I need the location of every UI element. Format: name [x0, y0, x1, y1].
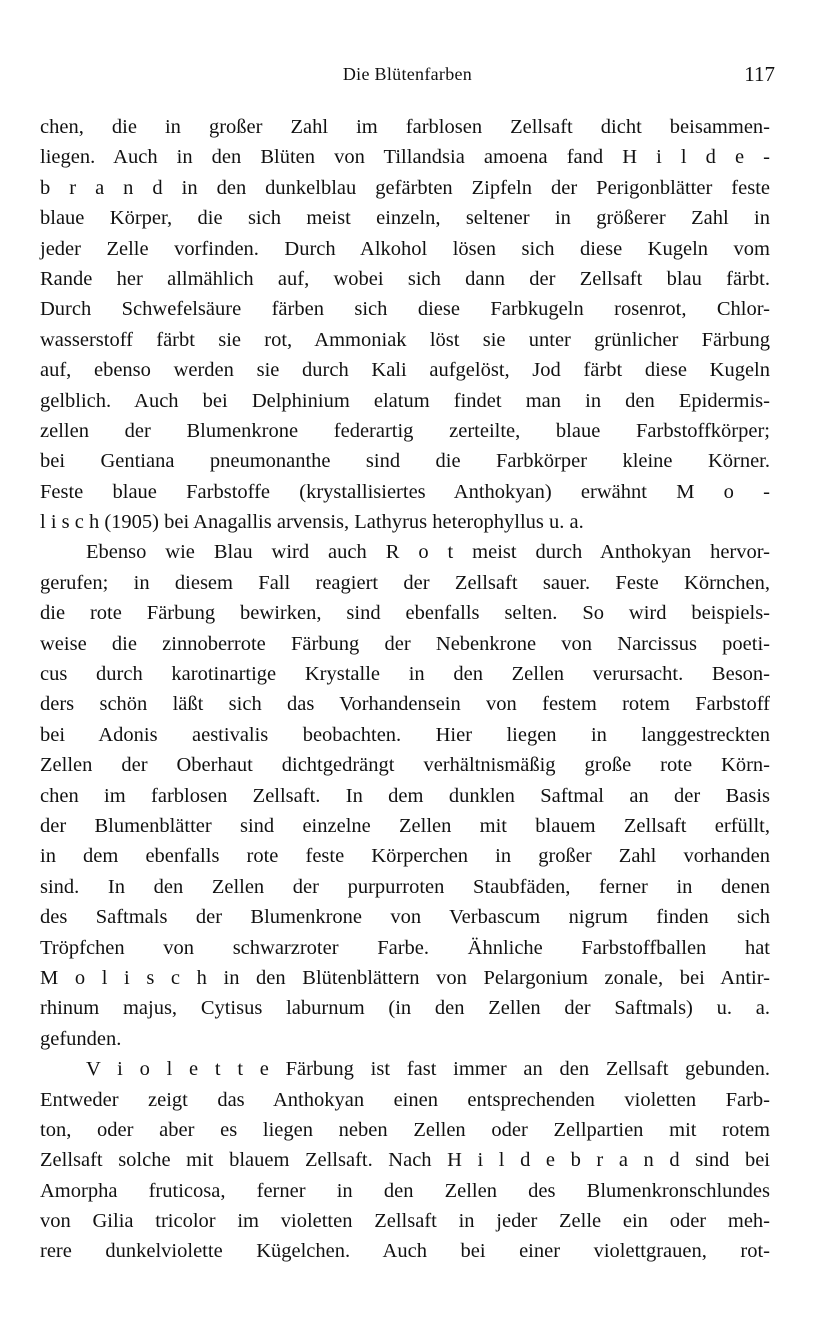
text-line: b r a n d in den dunkelblau gefärbten Zipfeln der Perigonblätter feste [40, 176, 770, 199]
text-line: Durch Schwefelsäure färben sich diese Farbkugeln rosenrot, Chlor- [40, 298, 770, 321]
page-header [40, 62, 775, 92]
text-line: gefunden. [40, 1027, 122, 1050]
text-line: Amorpha fruticosa, ferner in den Zellen des Blumenkronschlundes [40, 1179, 770, 1202]
text-line: Zellen der Oberhaut dichtgedrängt verhältnismäßig große rote Körn- [40, 754, 770, 777]
text-line: des Saftmals der Blumenkrone von Verbascum nigrum finden sich [40, 906, 770, 929]
text-line: sind. In den Zellen der purpurroten Staubfäden, ferner in denen [40, 875, 770, 898]
running-title: Die Blütenfarben [342, 64, 473, 84]
text-line: Rande her allmählich auf, wobei sich dann der Zellsaft blau färbt. [40, 267, 770, 290]
text-line: wasserstoff färbt sie rot, Ammoniak löst sie unter grünlicher Färbung [40, 328, 770, 351]
body-text [40, 112, 770, 1267]
text-line: auf, ebenso werden sie durch Kali aufgelöst, Jod färbt diese Kugeln [40, 359, 770, 382]
text-line: weise die zinnoberrote Färbung der Nebenkrone von Narcissus poeti- [40, 632, 770, 655]
text-line: V i o l e t t e Färbung ist fast immer an den Zellsaft gebunden. [86, 1058, 770, 1081]
text-line: Ebenso wie Blau wird auch R o t meist durch Anthokyan hervor- [86, 541, 770, 564]
text-line: rhinum majus, Cytisus laburnum (in den Zellen der Saftmals) u. a. [40, 997, 770, 1020]
text-line: gelblich. Auch bei Delphinium elatum findet man in den Epidermis- [40, 389, 770, 412]
text-line: Entweder zeigt das Anthokyan einen entsprechenden violetten Farb- [40, 1088, 770, 1111]
text-line: in dem ebenfalls rote feste Körperchen in großer Zahl vorhanden [40, 845, 770, 868]
text-line: ders schön läßt sich das Vorhandensein von festem rotem Farbstoff [40, 693, 770, 716]
text-line: von Gilia tricolor im violetten Zellsaft in jeder Zelle ein oder meh- [40, 1210, 770, 1233]
text-line: Tröpfchen von schwarzroter Farbe. Ähnliche Farbstoffballen hat [40, 936, 770, 959]
text-line: Feste blaue Farbstoffe (krystallisiertes Anthokyan) erwähnt M o - [40, 480, 770, 503]
page-number: 117 [744, 62, 775, 86]
text-line: l i s c h (1905) bei Anagallis arvensis, Lathyrus heterophyllus u. a. [40, 511, 584, 534]
text-line: bei Adonis aestivalis beobachten. Hier liegen in langgestreckten [40, 723, 770, 746]
text-line: zellen der Blumenkrone federartig zerteilte, blaue Farbstoffkörper; [40, 419, 770, 442]
text-line: bei Gentiana pneumonanthe sind die Farbkörper kleine Körner. [40, 450, 770, 473]
text-line: M o l i s c h in den Blütenblättern von Pelargonium zonale, bei Antir- [40, 966, 770, 989]
text-line: liegen. Auch in den Blüten von Tillandsia amoena fand H i l d e - [40, 146, 770, 169]
text-line: blaue Körper, die sich meist einzeln, seltener in größerer Zahl in [40, 207, 770, 230]
text-line: rere dunkelviolette Kügelchen. Auch bei einer violettgrauen, rot- [40, 1240, 770, 1263]
text-line: die rote Färbung bewirken, sind ebenfalls selten. So wird beispiels- [40, 602, 770, 625]
text-line: chen im farblosen Zellsaft. In dem dunklen Saftmal an der Basis [40, 784, 770, 807]
text-line: cus durch karotinartige Krystalle in den Zellen verursacht. Beson- [40, 663, 770, 686]
text-line: gerufen; in diesem Fall reagiert der Zellsaft sauer. Feste Körnchen, [40, 571, 770, 594]
text-line: der Blumenblätter sind einzelne Zellen mit blauem Zellsaft erfüllt, [40, 814, 770, 837]
text-line: jeder Zelle vorfinden. Durch Alkohol lösen sich diese Kugeln vom [40, 237, 770, 260]
text-line: Zellsaft solche mit blauem Zellsaft. Nach H i l d e b r a n d sind bei [40, 1149, 770, 1172]
text-line: chen, die in großer Zahl im farblosen Zellsaft dicht beisammen- [40, 116, 770, 138]
text-line: ton, oder aber es liegen neben Zellen oder Zellpartien mit rotem [40, 1118, 770, 1141]
